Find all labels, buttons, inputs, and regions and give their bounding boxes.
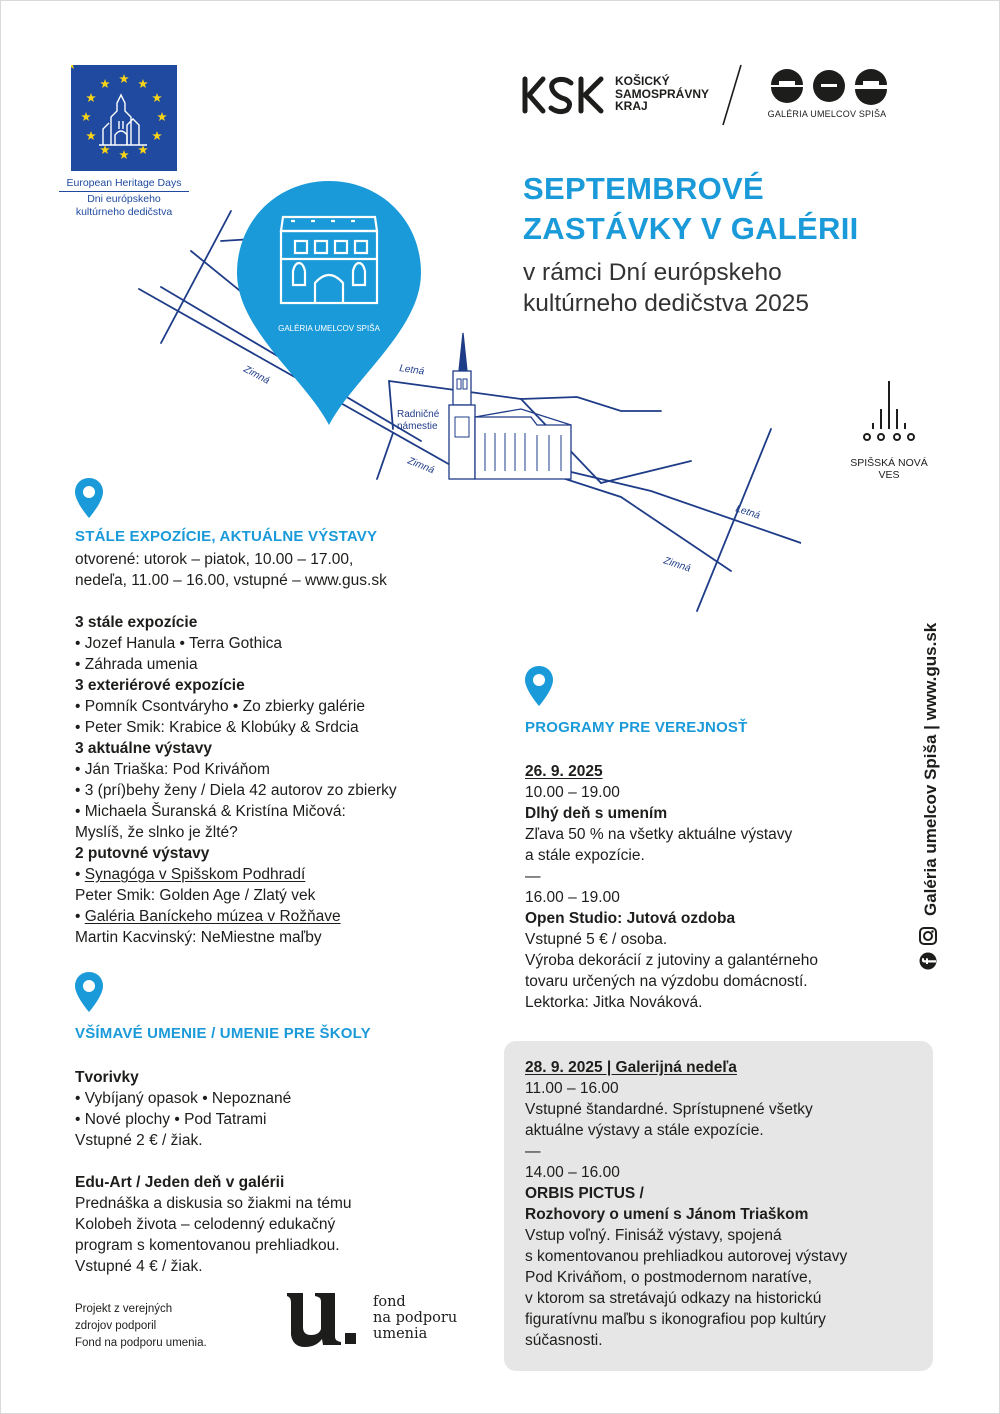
funding-note-3: Fond na podporu umenia. — [75, 1337, 207, 1349]
programs-heading: PROGRAMY PRE VEREJNOSŤ — [525, 719, 748, 736]
snv-label: SPIŠSKÁ NOVÁ VES — [850, 457, 928, 481]
bullet: • — [75, 866, 81, 883]
fond-line3: umenia — [373, 1326, 428, 1342]
current-heading: 3 aktuálne výstavy — [75, 740, 213, 757]
snv-logo — [861, 379, 917, 445]
day2-separator: — — [525, 1143, 541, 1160]
funding-note-1: Projekt z verejných — [75, 1303, 173, 1315]
social-icons — [917, 925, 939, 973]
eduart-heading: Edu-Art / Jeden deň v galérii — [75, 1174, 285, 1191]
day2-desc1a: Vstupné štandardné. Sprístupnené všetky — [525, 1101, 813, 1118]
title-line1: SEPTEMBROVÉ — [523, 171, 765, 206]
opening-hours-2: nedeľa, 11.00 – 16.00, vstupné – www.gus.sk — [75, 572, 387, 589]
subtitle-line1: v rámci Dní európskeho — [523, 259, 782, 286]
eu-caption-line3: kultúrneho dedičstva — [75, 206, 173, 218]
schools-block — [75, 1067, 515, 1277]
travel-venue-2-row — [75, 906, 515, 927]
day2-desc2b: s komentovanou prehliadkou autorovej výstavy — [525, 1248, 848, 1265]
logo-divider — [719, 63, 745, 127]
funding-note — [75, 1301, 207, 1352]
travel-show-1: Peter Smik: Golden Age / Zlatý vek — [75, 887, 316, 904]
pin-label: GALÉRIA UMELCOV SPIŠA — [278, 324, 380, 333]
street-letna-1: Letná — [398, 363, 425, 378]
day1-desc2d: Lektorka: Jitka Nováková. — [525, 994, 703, 1011]
ksk-line2: SAMOSPRÁVNY — [615, 86, 710, 101]
tvorivky-price: Vstupné 2 € / žiak. — [75, 1132, 203, 1149]
day2-desc2e: figuratívnu maľbu s ikonografiou pop kultúry — [525, 1311, 826, 1328]
heritage-building-icon — [99, 95, 147, 145]
day1-desc2c: tovaru určených na výzdobu domácností. — [525, 973, 808, 990]
fond-wordmark — [373, 1294, 457, 1342]
day2-time1: 11.00 – 16.00 — [525, 1080, 619, 1097]
european-heritage-days-logo — [71, 65, 177, 171]
eduart-line-2: Kolobeh života – celodenný edukačný — [75, 1216, 336, 1233]
instagram-icon — [920, 928, 936, 944]
day1-date: 26. 9. 2025 — [525, 763, 603, 780]
road-letna-right — [567, 471, 801, 543]
road-right-diag — [601, 461, 691, 483]
permanent-heading: 3 stále expozície — [75, 614, 198, 631]
exterior-item-1: • Pomník Csontváryho • Zo zbierky galérie — [75, 698, 365, 715]
day1-desc2a: Vstupné 5 € / osoba. — [525, 931, 668, 948]
travel-venue-1: Synagóga v Spišskom Podhradí — [84, 866, 306, 883]
day1-time1: 10.00 – 19.00 — [525, 784, 620, 801]
vertical-website-text: Galéria umelcov Spiša | www.gus.sk — [921, 622, 940, 916]
ksk-wordmark — [615, 75, 709, 113]
eduart-line-3: program s komentovanou prehliadkou. — [75, 1237, 340, 1254]
exterior-heading: 3 exteriérové expozície — [75, 677, 245, 694]
current-item-2: • 3 (prí)behy ženy / Diela 42 autorov zo zbierky — [75, 782, 397, 799]
travel-heading: 2 putovné výstavy — [75, 845, 210, 862]
travel-show-2: Martin Kacvinský: NeMiestne maľby — [75, 929, 322, 946]
current-item-4: Myslíš, že slnko je žlté? — [75, 824, 238, 841]
fond-line1: fond — [373, 1294, 406, 1310]
vertical-website-strip — [919, 586, 949, 976]
gus-logo — [767, 67, 891, 105]
tvorivky-item-1: • Vybíjaný opasok • Nepoznané — [75, 1090, 292, 1107]
travel-venue-1-row — [75, 864, 515, 885]
exhibits-block — [75, 549, 515, 948]
eu-caption-line2: Dni európskeho — [87, 193, 161, 205]
tvorivky-heading: Tvorivky — [75, 1069, 139, 1086]
travel-venue-2: Galéria Baníckeho múzea v Rožňave — [84, 908, 341, 925]
fond-line2: na podporu — [373, 1310, 458, 1326]
day2-desc2d: v ktorom sa stretávajú odkazy na historickú — [525, 1290, 822, 1307]
location-pin-icon — [73, 477, 105, 519]
street-zimna-2: Zimná — [405, 455, 436, 477]
gus-label: GALÉRIA UMELCOV SPIŠA — [767, 109, 887, 119]
opening-hours-1: otvorené: utorok – piatok, 10.00 – 17.00, — [75, 551, 354, 568]
title-line2: ZASTÁVKY V GALÉRII — [523, 211, 859, 246]
day2-desc2f: súčasnosti. — [525, 1332, 603, 1349]
location-pin-icon — [523, 665, 555, 707]
current-item-1: • Ján Triaška: Pod Kriváňom — [75, 761, 270, 778]
program-day1 — [525, 761, 925, 1013]
fond-logo — [283, 1287, 363, 1349]
day2-date: 28. 9. 2025 | Galerijná nedeľa — [525, 1059, 737, 1076]
schools-heading: VŠÍMAVÉ UMENIE / UMENIE PRE ŠKOLY — [75, 1025, 371, 1042]
day2-desc1b: aktuálne výstavy a stále expozície. — [525, 1122, 764, 1139]
street-zimna-1: Zimná — [241, 363, 272, 387]
church-icon — [449, 333, 571, 479]
street-square-2: námestie — [397, 421, 438, 432]
day2-time2: 14.00 – 16.00 — [525, 1164, 620, 1181]
eduart-price: Vstupné 4 € / žiak. — [75, 1258, 203, 1275]
exterior-item-2: • Peter Smik: Krabice & Klobúky & Srdcia — [75, 719, 359, 736]
location-pin-icon — [73, 971, 105, 1013]
day1-desc2b: Výroba dekorácií z jutoviny a galantérneho — [525, 952, 818, 969]
bullet: • — [75, 908, 81, 925]
day1-title1: Dlhý deň s umením — [525, 805, 668, 822]
road-letna-top — [389, 381, 661, 411]
day1-separator: — — [525, 868, 541, 885]
day2-desc2a: Vstup voľný. Finisáž výstavy, spojená — [525, 1227, 782, 1244]
current-item-3: • Michaela Šuranská & Kristína Mičová: — [75, 803, 346, 820]
ksk-line3: KRAJ — [615, 99, 648, 113]
day2-title2a: ORBIS PICTUS / — [525, 1185, 644, 1202]
day1-desc1a: Zľava 50 % na všetky aktuálne výstavy — [525, 826, 793, 843]
eduart-line-1: Prednáška a diskusia so žiakmi na tému — [75, 1195, 352, 1212]
permanent-item-2: • Záhrada umenia — [75, 656, 198, 673]
road-lower-left — [377, 433, 393, 479]
program-day2 — [525, 1057, 925, 1351]
ksk-logo — [521, 73, 613, 117]
street-letna-2: Letná — [734, 503, 762, 522]
permanent-item-1: • Jozef Hanula • Terra Gothica — [75, 635, 283, 652]
street-square-1: Radničné — [397, 409, 440, 420]
ksk-line1: KOŠICKÝ — [615, 74, 670, 88]
day1-desc1b: a stále expozície. — [525, 847, 645, 864]
facebook-icon — [920, 953, 937, 970]
road-right-vertical — [697, 429, 771, 611]
funding-note-2: zdrojov podporil — [75, 1320, 157, 1332]
day2-desc2c: Pod Kriváňom, o postmodernom naratíve, — [525, 1269, 812, 1286]
exhibits-heading: STÁLE EXPOZÍCIE, AKTUÁLNE VÝSTAVY — [75, 528, 378, 545]
subtitle-line2: kultúrneho dedičstva 2025 — [523, 290, 810, 317]
street-zimna-3: Zimná — [662, 555, 692, 575]
day1-time2: 16.00 – 19.00 — [525, 889, 620, 906]
eu-caption-line1: European Heritage Days — [59, 177, 189, 192]
tvorivky-item-2: • Nové plochy • Pod Tatrami — [75, 1111, 267, 1128]
day1-title2: Open Studio: Jutová ozdoba — [525, 910, 736, 927]
gallery-location-pin — [235, 179, 423, 427]
day2-title2b: Rozhovory o umení s Jánom Triaškom — [525, 1206, 809, 1223]
